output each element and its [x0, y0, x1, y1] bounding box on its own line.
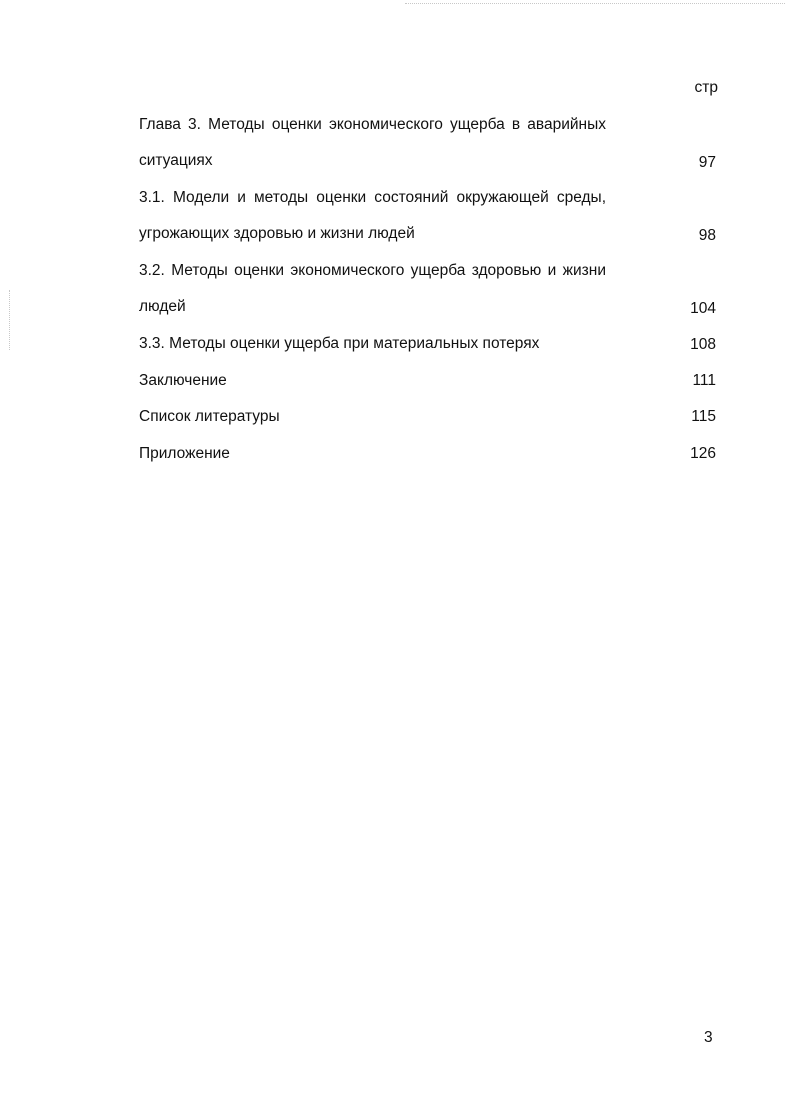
toc-entry-chapter3-line2: ситуациях: [139, 152, 213, 169]
page-column-label: стр: [694, 79, 718, 96]
page-number: 3: [704, 1029, 713, 1046]
scan-artifact-margin: [9, 290, 12, 350]
toc-entry-3-2-line2: людей: [139, 298, 186, 315]
toc-entry-appendix-page: 126: [690, 445, 716, 462]
toc-entry-appendix-line1: Приложение: [139, 445, 230, 462]
toc-entry-3-3-page: 108: [690, 336, 716, 353]
toc-entry-conclusion-page: 111: [692, 372, 716, 389]
toc-entry-conclusion-line1: Заключение: [139, 372, 227, 389]
toc-entry-chapter3-page: 97: [698, 154, 716, 171]
toc-entry-chapter3-line1: Глава 3. Методы оценки экономического ущерба в аварийных: [139, 116, 606, 133]
toc-entry-references-line1: Список литературы: [139, 408, 280, 425]
scan-artifact-top: [405, 3, 785, 8]
toc-entry-3-2-page: 104: [690, 300, 716, 317]
toc-entry-3-1-line1: 3.1. Модели и методы оценки состояний окружающей среды,: [139, 189, 606, 206]
toc-entry-3-2-line1: 3.2. Методы оценки экономического ущерба здоровью и жизни: [139, 262, 606, 279]
toc-entry-references-page: 115: [691, 408, 716, 425]
toc-entry-3-3-line1: 3.3. Методы оценки ущерба при материальных потерях: [139, 335, 540, 352]
toc-entry-3-1-page: 98: [698, 227, 716, 244]
toc-entry-3-1-line2: угрожающих здоровью и жизни людей: [139, 225, 415, 242]
